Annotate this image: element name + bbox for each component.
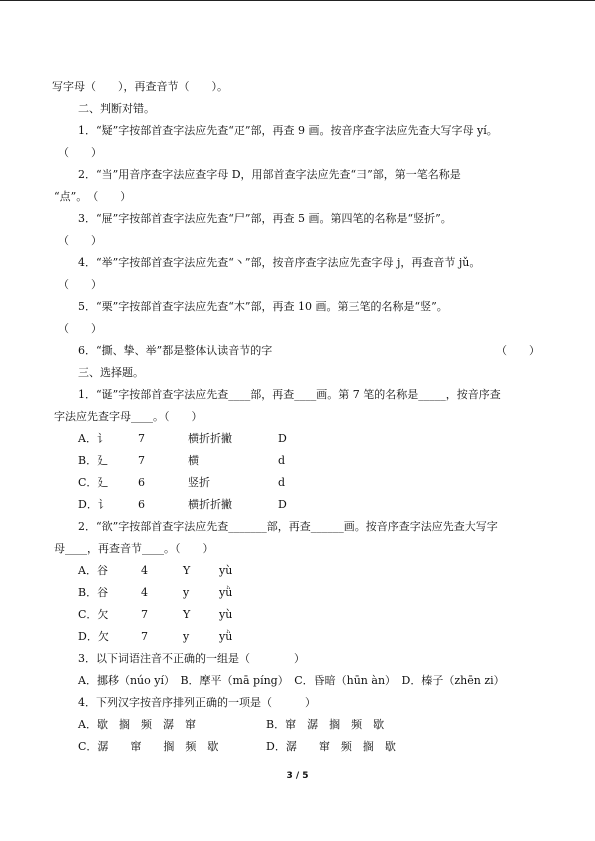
q2-c-syllable: yù	[219, 608, 233, 621]
q2-b-syllable: yǜ	[219, 586, 233, 599]
q2-d-syllable: yǜ	[219, 630, 233, 643]
section-heading-choice: 三、选择题。	[78, 366, 144, 379]
page-number: 3 / 5	[286, 771, 309, 781]
choice-q3-options: A．挪移（núo yí） B．摩平（mā píng） C．昏暗（hūn àn） D．榛子（zhēn zi）	[78, 674, 505, 687]
judge-item-3: 3．“屉”字按部首查字法应先查“尸”部，再查 5 画。第四笔的名称是“竖折”。	[78, 212, 452, 225]
judge-item-4-bracket: （ ）	[58, 278, 102, 291]
q1-a-letter: D	[278, 432, 287, 445]
q2-c-strokes: 7	[141, 608, 148, 621]
q1-c-stroke-name: 竖折	[188, 476, 210, 489]
q1-b-strokes: 7	[138, 454, 145, 467]
choice-q4: 4．下列汉字按音序排列正确的一项是（ ）	[78, 696, 316, 709]
q2-a-radical: A．谷	[78, 564, 108, 577]
q2-d-letter: y	[183, 630, 190, 643]
q2-b-letter: y	[183, 586, 190, 599]
choice-q1-cont: 字法应先查字母____。（ ）	[54, 410, 203, 423]
judge-item-1-bracket: （ ）	[58, 146, 102, 159]
q1-b-letter: d	[278, 454, 286, 467]
q2-a-strokes: 4	[141, 564, 148, 577]
q1-c-letter: d	[278, 476, 286, 489]
q2-c-letter: Y	[183, 608, 191, 621]
q1-d-letter: D	[278, 498, 287, 511]
q2-b-strokes: 4	[141, 586, 148, 599]
q1-a-strokes: 7	[138, 432, 145, 445]
choice-q2-cont: 母____，再查音节____。（ ）	[54, 542, 214, 555]
top-border-line	[0, 0, 595, 1]
q1-a-radical: A．讠	[78, 432, 108, 445]
q2-a-syllable: yù	[219, 564, 233, 577]
judge-item-1: 1．“疑”字按部首查字法应先查“疋”部，再查 9 画。按音序查字法应先查大写字母 yí。	[78, 124, 498, 137]
q1-d-radical: D．讠	[78, 498, 109, 511]
choice-q4-option-a: A．歇 搁 频 潺 窜	[78, 718, 196, 731]
judge-item-5-bracket: （ ）	[58, 322, 102, 335]
q2-d-strokes: 7	[141, 630, 148, 643]
choice-q4-option-c: C．潺 窜 搁 频 歇	[78, 740, 219, 753]
q1-c-strokes: 6	[138, 476, 145, 489]
judge-item-3-bracket: （ ）	[58, 234, 102, 247]
q1-b-radical: B．廴	[78, 454, 109, 467]
q1-d-strokes: 6	[138, 498, 145, 511]
q1-d-stroke-name: 横折折撇	[188, 498, 232, 511]
section-heading-true-false: 二、判断对错。	[78, 102, 155, 115]
line-continuation: 写字母（ ），再查音节（ ）。	[52, 80, 228, 93]
choice-q3: 3．以下词语注音不正确的一组是（ ）	[78, 652, 305, 665]
judge-item-2-cont: “点”。 （ ）	[54, 190, 132, 203]
q1-a-stroke-name: 横折折撇	[188, 432, 232, 445]
q2-a-letter: Y	[183, 564, 191, 577]
q1-c-radical: C．廴	[78, 476, 109, 489]
judge-item-6-bracket: （ ）	[496, 344, 540, 357]
q2-b-radical: B．谷	[78, 586, 109, 599]
judge-item-4: 4．“举”字按部首查字法应先查“丶”部，按音序查字法应先查字母 j，再查音节 jǔ。	[78, 256, 481, 269]
judge-item-2: 2．“当”用音序查字法应查字母 D，用部首查字法应先查“彐”部，第一笔名称是	[78, 168, 461, 181]
choice-q4-option-b: B．窜 潺 搁 频 歇	[266, 718, 385, 731]
q1-b-stroke-name: 横	[188, 454, 199, 467]
q2-d-radical: D．欠	[78, 630, 109, 643]
q2-c-radical: C．欠	[78, 608, 109, 621]
judge-item-5: 5．“栗”字按部首查字法应先查“木”部，再查 10 画。第三笔的名称是“竖”。	[78, 300, 448, 313]
choice-q1: 1．“诞”字按部首查字法应先查____部，再查____画。第 7 笔的名称是_____，按音序查	[78, 388, 501, 401]
choice-q4-option-d: D．潺 窜 频 搁 歇	[266, 740, 396, 753]
judge-item-6: 6．“撕、挚、举”都是整体认读音节的字	[78, 344, 273, 357]
choice-q2: 2．“欲”字按部首查字法应先查_______部，再查______画。按音序查字法应先查大写字	[78, 520, 498, 533]
